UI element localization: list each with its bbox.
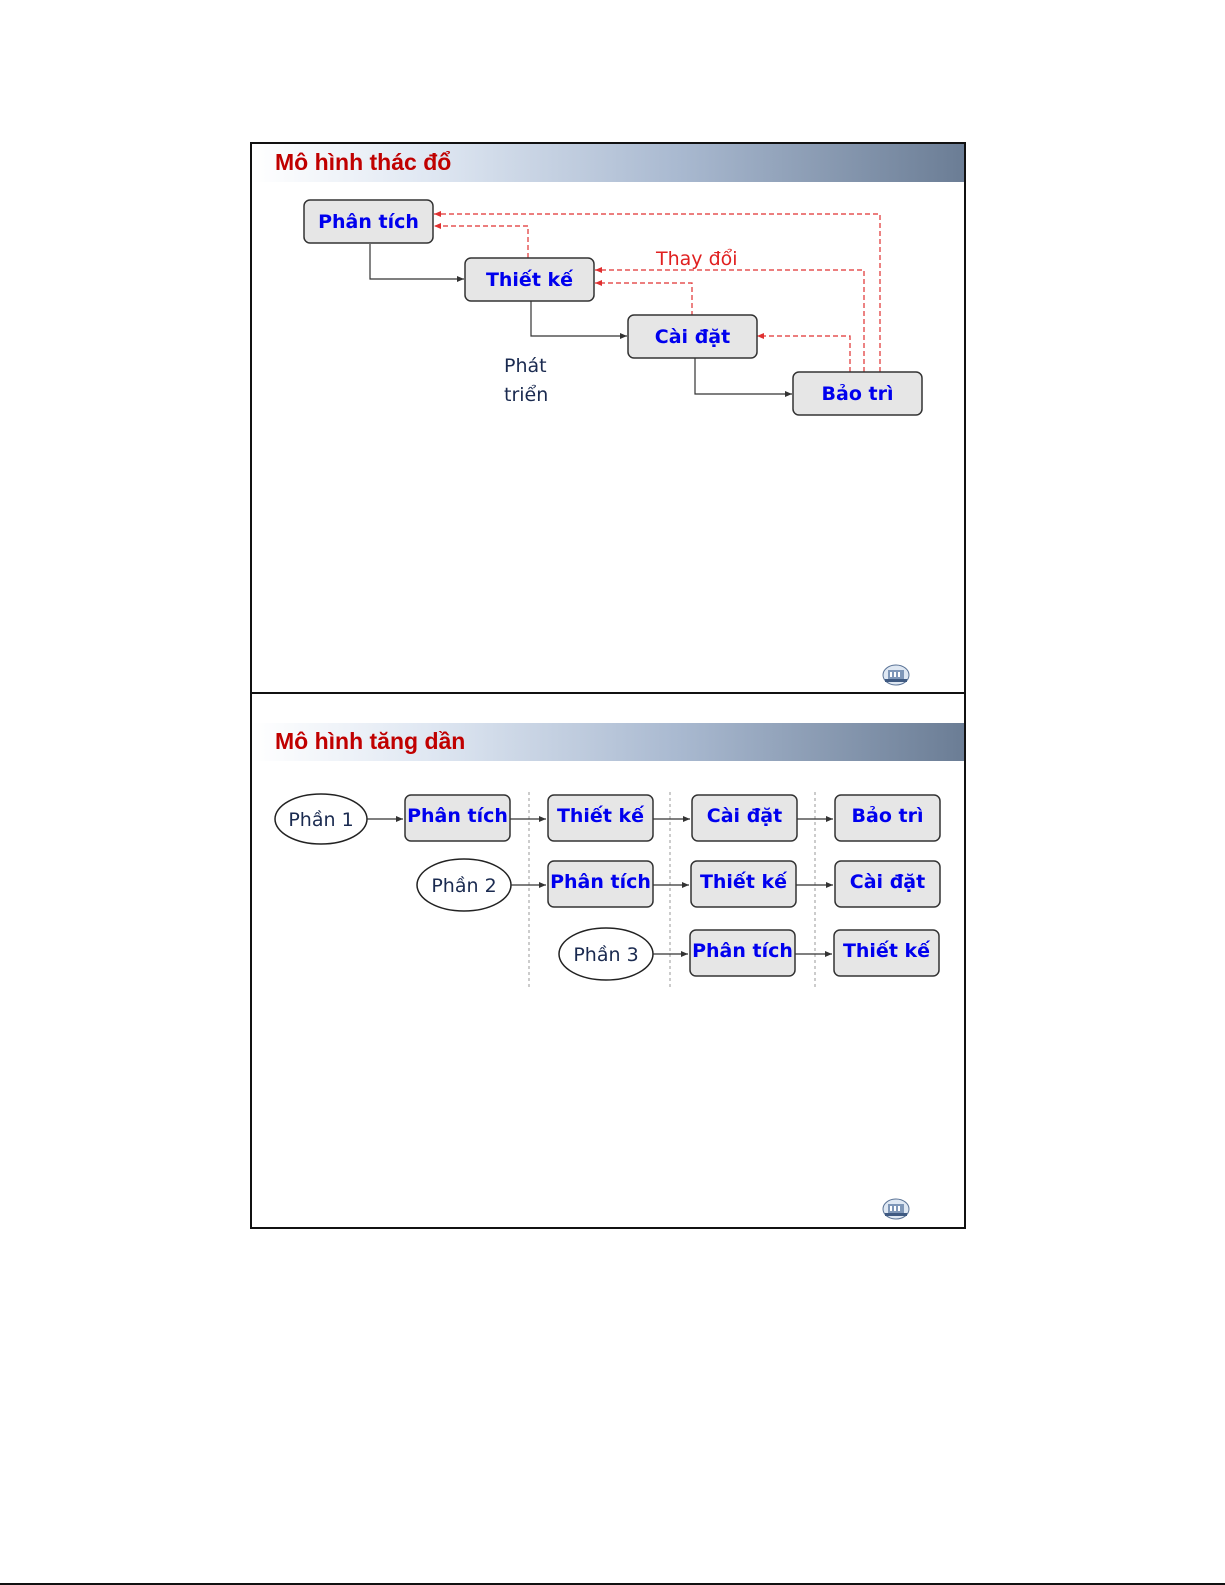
step-label: Thiết kế [699,871,788,893]
box-label: Bảo trì [821,383,894,405]
step-label: Bảo trì [851,805,924,827]
slide-title: Mô hình tăng dần [275,728,466,754]
box-design [465,258,594,301]
step-label: Thiết kế [842,940,931,962]
university-logo-icon [883,1199,909,1219]
feedback-arrow-design-analysis [434,226,528,258]
forward-label-line1: Phát [504,355,547,377]
box-label: Cài đặt [654,326,731,348]
step-label: Phân tích [550,871,651,893]
step-label: Cài đặt [849,871,926,893]
flow-arrow-analysis-design [370,244,464,279]
step-label: Phân tích [407,805,508,827]
box-label: Phân tích [318,211,419,233]
row-part-3 [559,928,939,980]
feedback-label: Thay đổi [656,248,738,270]
part-label: Phần 1 [288,809,354,831]
step-label: Thiết kế [556,805,645,827]
university-logo-icon [883,665,909,685]
incremental-diagram [275,792,940,987]
box-maintenance [793,372,922,415]
step-label: Phân tích [692,940,793,962]
slide-title: Mô hình thác đổ [275,149,452,175]
box-implementation [628,315,757,358]
flow-arrow-design-implementation [531,301,627,336]
feedback-arrow-maintenance-implementation [757,336,850,372]
row-part-2 [417,859,940,911]
step-label: Cài đặt [706,805,783,827]
part-label: Phần 2 [431,875,497,897]
forward-label-line2: triển [504,384,549,406]
part-label: Phần 3 [573,944,639,966]
box-analysis [304,200,433,243]
row-part-1 [275,794,940,844]
feedback-arrow-implementation-design [595,283,692,316]
box-label: Thiết kế [485,269,574,291]
flow-arrow-implementation-maintenance [695,358,792,394]
waterfall-diagram [304,200,922,415]
